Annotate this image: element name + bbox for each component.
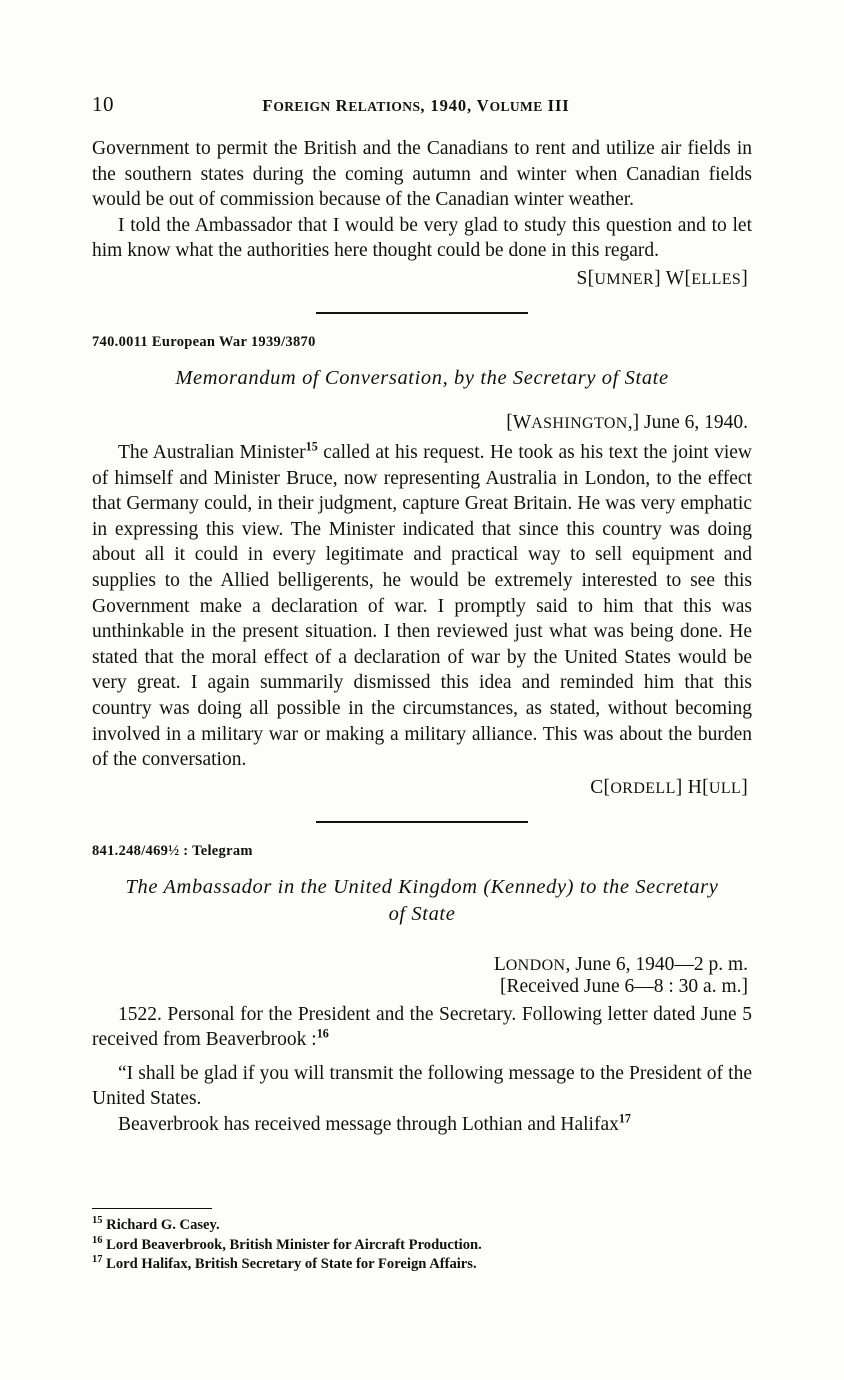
footnote-text: Richard G. Casey.: [106, 1217, 220, 1233]
doc3-dateline-city-cap: L: [493, 953, 506, 975]
doc2-dateline-city: ASHINGTON: [531, 414, 628, 432]
doc3-dateline: [92, 954, 752, 998]
doc2-dateline-rest: ,] June 6, 1940.: [627, 411, 748, 433]
doc3-title-line-1: The Ambassador in the United Kingdom (Kennedy) to the Secretary: [125, 875, 719, 898]
doc2-title: Memorandum of Conversation, by the Secretary of State: [175, 366, 669, 389]
doc3-paragraph-1: [92, 1002, 752, 1053]
footnote-ref-15[interactable]: 15: [305, 439, 318, 454]
doc1-paragraph-2: I told the Ambassador that I would be very glad to study this question and to let him know what the authorities here thought could be done in this regard.: [92, 214, 752, 262]
doc3-title: [92, 874, 752, 928]
doc1-sig-last: ELLES: [691, 270, 742, 288]
doc2-signature: [92, 777, 752, 799]
doc2-file-number: 740.0011 European War 1939/3870: [92, 333, 316, 350]
running-title-a: F: [262, 96, 274, 115]
footnote-text: Lord Beaverbrook, British Minister for Aircraft Production.: [106, 1236, 482, 1253]
running-title-g: III: [542, 96, 570, 115]
running-title: [114, 96, 752, 116]
footnote-text: Lord Halifax, British Secretary of State for Foreign Affairs.: [106, 1256, 477, 1272]
doc2-body: [92, 440, 752, 773]
doc3-body: [92, 1002, 752, 1138]
section-divider-2: [92, 821, 752, 823]
footnote-ref-17[interactable]: 17: [618, 1111, 631, 1126]
footnote-item: [92, 1216, 752, 1236]
doc3-paragraph-3-a: Beaverbrook has received message through Lothian and Halifax: [118, 1114, 619, 1136]
doc2-sig-open: C[: [590, 776, 611, 798]
page-number: 10: [92, 92, 114, 116]
doc1-sig-first: UMNER: [594, 270, 655, 288]
footnote-marker: 15: [92, 1215, 103, 1227]
doc3-title-line-2: of State: [388, 902, 456, 925]
doc2-dateline: [92, 412, 752, 434]
doc2-sig-last: ULL: [708, 779, 742, 797]
footnotes-block: [92, 1216, 752, 1275]
doc3-quote-paragraph: “I shall be glad if you will transmit the following message to the President of the United States.: [92, 1062, 752, 1110]
doc1-sig-mid: ] W[: [654, 267, 692, 289]
running-title-e: , 1940, V: [420, 96, 490, 115]
doc2-paragraph-1: [92, 440, 752, 773]
running-title-c: R: [330, 96, 349, 115]
doc1-sig-close: ]: [741, 267, 748, 289]
doc3-paragraph-3: [92, 1112, 752, 1138]
running-title-d: ELATIONS: [348, 99, 421, 114]
doc3-dateline-rest: , June 6, 1940—2 p. m.: [565, 953, 748, 975]
doc3-received-line: [Received June 6—8 : 30 a. m.]: [499, 975, 748, 997]
running-title-f: OLUME: [489, 99, 543, 114]
divider-rule: [316, 312, 528, 314]
doc2-sig-close: ]: [741, 776, 748, 798]
footnote-separator: [92, 1208, 212, 1209]
footnote-item: [92, 1236, 752, 1256]
doc1-sig-open: S[: [576, 267, 595, 289]
doc2-paragraph-1-b: called at his request. He took as his text the joint view of himself and Minister Bruce, now representing Australia in London, to the effect that Germany could, in their judgment, capture Great Britain. He was very emphatic in expressing this view. The Minister indicated that since this country was doing about all it could in every legitimate and practical way to sell equipment and supplies to the Allied belligerents, he would be extremely interested to see this Government make a declaration of war. I promptly said to him that this was unthinkable in the present situation. I then reviewed just what was being done. He stated that the moral effect of a declaration of war by the United States would be very great. I again summarily dismissed this idea and reminded him that this country was doing all possible in the circumstances, as stated, without becoming involved in a military war or making a military alliance. This was about the burden of the conversation.: [92, 441, 752, 771]
footnote-item: [92, 1255, 752, 1275]
footnote-marker: 17: [92, 1254, 103, 1266]
doc2-dateline-open: [W: [506, 411, 532, 433]
doc2-sig-first: ORDELL: [610, 779, 676, 797]
doc3-paragraph-1-a: 1522. Personal for the President and the Secretary. Following letter dated June 5 received from Beaverbrook :: [92, 1003, 752, 1051]
running-title-b: OREIGN: [273, 99, 331, 114]
doc1-body: [92, 136, 752, 264]
doc1-paragraph-1: Government to permit the British and the Canadians to rent and utilize air fields in the southern states during the coming autumn and winter when Canadian fields would be out of commission because of the Canadian winter weather.: [92, 138, 752, 211]
footnote-marker: 16: [92, 1234, 103, 1246]
doc2-paragraph-1-a: The Australian Minister: [118, 441, 306, 463]
running-head: [92, 92, 752, 118]
divider-rule: [316, 821, 528, 823]
doc1-signature: [92, 268, 752, 290]
section-divider-1: [92, 312, 752, 314]
doc2-sig-mid: ] H[: [675, 776, 709, 798]
doc3-dateline-city: ONDON: [505, 956, 566, 974]
page-content: [92, 92, 752, 1138]
doc3-file-number: 841.248/469½ : Telegram: [92, 842, 253, 859]
footnote-ref-16[interactable]: 16: [316, 1026, 329, 1041]
